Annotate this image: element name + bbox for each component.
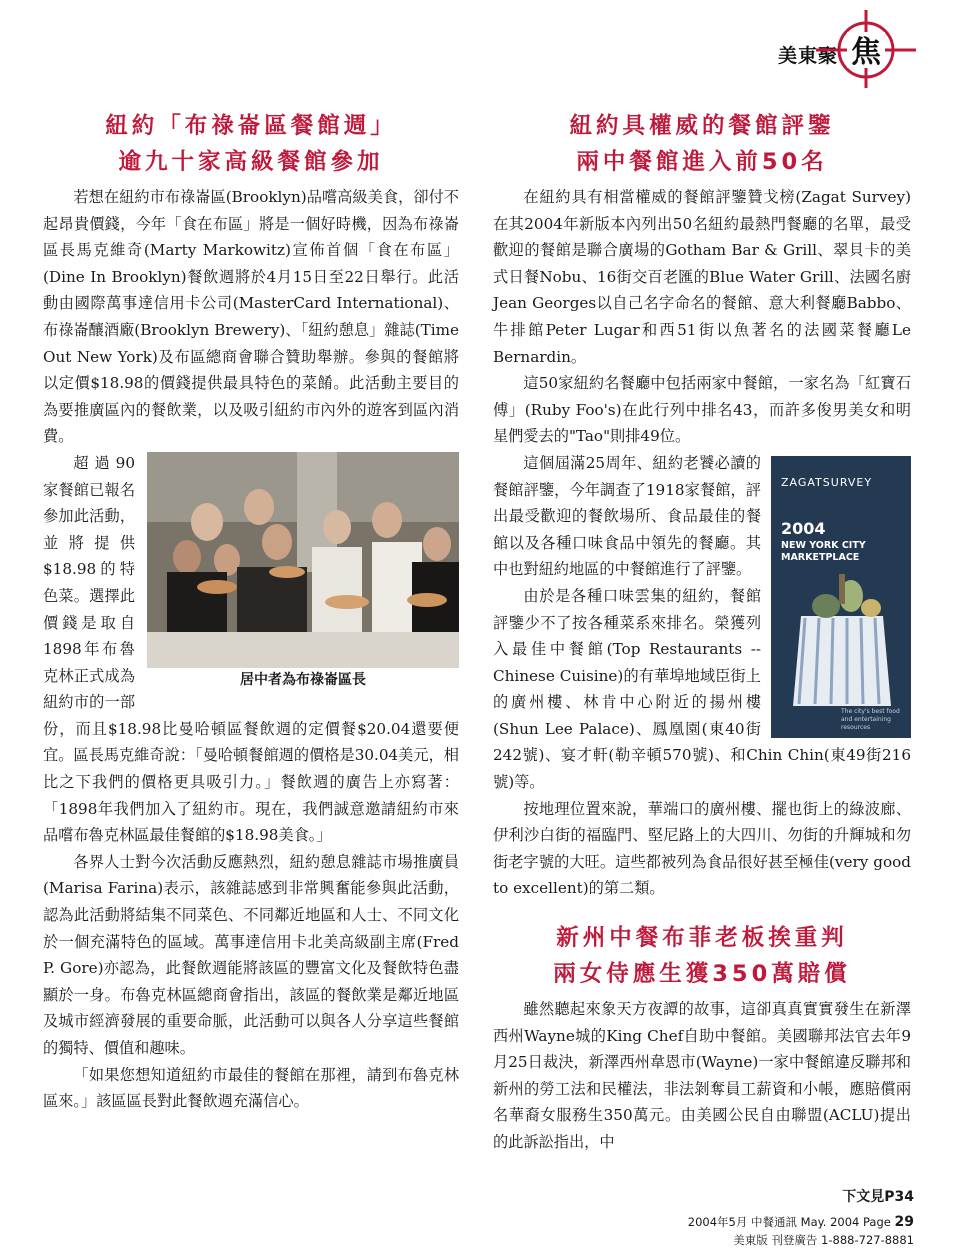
zagat-subtitle: NEW YORK CITY MARKETPLACE — [781, 539, 866, 563]
right-headline-2: 兩中餐館進入前50名 — [576, 149, 828, 175]
zagat-year: 2004 — [781, 518, 826, 538]
zagat-cover-block — [771, 456, 911, 738]
left-paragraph-1: 若想在紐約市布祿崙區(Brooklyn)品嚐高級美食，卻付不起昂貴價錢，今年「食在布區」將是一個好時機，因為布祿崙區長馬克維奇(Marty Markowitz)宣佈首個「食在布區」(Dine In Brooklyn)餐飲週將於4月15日至22日舉行。此活動由國際萬事達信用卡公司(MasterCard International)、布祿崙釀酒廠(Brooklyn Brewery)、「紐約憩息」雜誌(Time Out New York)及布區總商會聯合贊助舉辦。參與的餐館將以定價$18.98的價錢提供最具特色的菜餚。此活動主要目的為要推廣區內的餐飲業，以及吸引紐約市內外的遊客到區內消費。 — [43, 188, 459, 446]
right-headline-1: 紐約具權威的餐館評鑒 — [569, 113, 835, 139]
right-headline-4: 兩女侍應生獲350萬賠償 — [553, 961, 851, 988]
right-paragraph-2: 這50家紐約名餐廳中包括兩家中餐館，一家名為「紅寶石傅」(Ruby Foo's)在此行列中排名43，而許多俊男美女和明星們愛去的"Tao"則排49位。 — [493, 374, 911, 446]
left-headline-1: 紐約「布祿崙區餐館週」 — [105, 113, 397, 139]
footer-ad-line: 美東版 刊登廣告 1-888-727-8881 — [733, 1233, 914, 1247]
continued-notice: 下文見P34 — [842, 1189, 914, 1205]
group-photo-image — [147, 452, 459, 668]
left-article — [43, 108, 459, 1115]
emblem-char: 焦 — [851, 35, 881, 70]
section-label: 美東聚 — [778, 45, 839, 67]
right-paragraph-6: 雖然聽起來象天方夜譚的故事，這卻真真實實發生在新澤西州Wayne城的King Chef自助中餐館。美國聯邦法官去年9月25日裁決，新澤西州韋恩市(Wayne)一家中餐館違反聯邦和新州的勞工法和民權法，非法剝奪員工薪資和小帳，應賠償兩名華裔女服務生350萬元。由美國公民自由聯盟(ACLU)提出的此訴訟指出，中 — [493, 1000, 911, 1151]
footer-issue-text: 2004年5月 中餐通訊 May. 2004 Page — [687, 1215, 891, 1229]
page-number: 29 — [894, 1214, 914, 1230]
zagat-tagline: The city's best food and entertaining resources — [841, 707, 900, 731]
left-paragraph-3: 各界人士對今次活動反應熱烈，紐約憩息雜誌市場推廣員(Marisa Farina)表示，該雜誌感到非常興奮能參與此活動，認為此活動將結集不同菜色、不同鄰近地區和人士、不同文化於一個充滿特色的區域。萬事達信用卡北美高級副主席(Fred P. Gore)亦認為，此餐飲週能將該區的豐富文化及餐飲特色盡顯於一身。布魯克林區總商會指出，該區的餐飲業是鄰近地區及城市經濟發展的重要命脈，此活動可以與各人分享這些餐館的獨特、價值和趣味。 — [43, 852, 459, 1057]
footer-issue-line — [688, 1214, 914, 1230]
right-paragraph-4: 由於是各種口味雲集的紐約，餐館評鑒少不了按各種菜系來排名。榮獲列入最佳中餐館(Top Restaurants --Chinese Cuisine)的有華埠地域臣街上的廣州樓、林肯中心附近的揚州樓(Shun Lee Palace)、鳳凰園(東40街242號)、宴才軒(勒辛頓570號)、和Chin Chin(東49街216號)等。 — [493, 586, 911, 792]
right-paragraph-1: 在紐約具有相當權威的餐館評鑒贊戈榜(Zagat Survey)在其2004年新版本內列出50名紐約最熱門餐廳的名單，最受歡迎的餐館是聯合廣場的Gotham Bar & Grill、翠貝卡的美式日餐Nobu、16街交百老匯的Blue Water Grill、法國名廚Jean Georges以自己名字命名的餐館、意大利餐廳Babbo、牛排館Peter Lugar和西51街以魚著名的法國菜餐廳Le Bernardin。 — [493, 188, 911, 366]
zagat-brand: ZAGATSURVEY — [781, 475, 873, 489]
zagat-cover-image — [771, 456, 911, 738]
left-headline-2: 逾九十家高級餐館參加 — [118, 149, 384, 175]
group-photo — [147, 452, 459, 668]
right-paragraph-3: 這個屆滿25周年、紐約老饕必讀的餐館評鑒，今年調查了1918家餐館，評出最受歡迎的餐飲場所、食品最佳的餐館以及各種口味食品中領先的餐廳。其中也對紐約地區的中餐館進行了評鑒。 — [493, 453, 761, 579]
right-paragraph-5: 按地理位置來說，華端口的廣州樓、擺也街上的綠波廊、伊利沙白街的福臨門、堅尼路上的大四川、勿街的升輝城和勿街老字號的大旺。這些都被列為食品很好甚至極佳(very good to excellent)的第二類。 — [493, 799, 911, 898]
photo-block — [147, 452, 459, 692]
photo-caption: 居中者為布祿崙區長 — [240, 671, 366, 688]
left-paragraph-2: 超過90家餐館已報名參加此活動，並將提供$18.98的特色菜。選擇此價錢是取自1898年布魯克林正式成為紐約市的一部份，而且$18.98比曼哈頓區餐飲週的定價餐$20.04還要便宜。區長馬克維奇說：「曼哈頓餐館週的價格是30.04美元，相比之下我們的價格更具吸引力。」餐飲週的廣告上亦寫著：「1898年我們加入了紐約市。現在，我們誠意邀請紐約市來品嚐布魯克林區最佳餐館的$18.98美食。」 — [43, 453, 459, 845]
crosshair-emblem-icon — [816, 10, 916, 88]
left-paragraph-4: 「如果您想知道紐約市最佳的餐館在那裡，請到布魯克林區來。」該區區長對此餐飲週充滿信心。 — [43, 1065, 459, 1111]
right-headline-3: 新州中餐布菲老板挨重判 — [556, 925, 848, 952]
grocery-bag-icon — [771, 456, 911, 738]
right-article — [493, 108, 911, 1156]
